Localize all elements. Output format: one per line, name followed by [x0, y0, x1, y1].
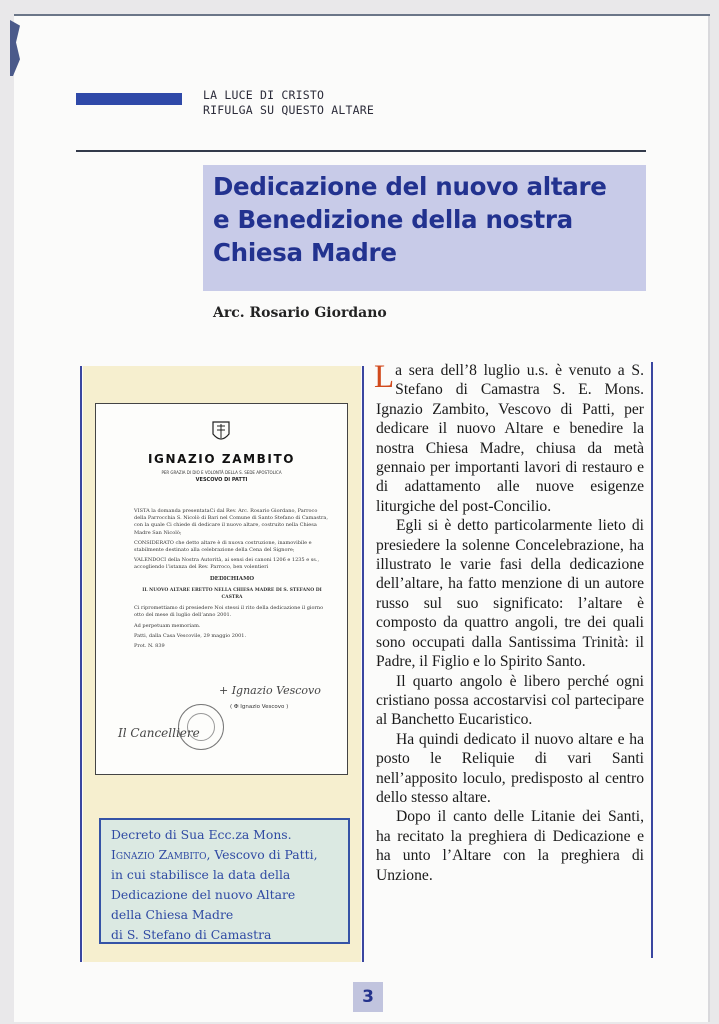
decree-para-1: VISTA la domanda presentataCi dal Rev. Arc. Rosario Giordano, Parroco della Parrocchia S. Nicolò di Bari nel Comune di Santo Stefano di Camastra, con la quale Ci chiede di dedicare il nuovo altare, costruito nella Chiesa Madre San Nicolò;	[134, 508, 328, 536]
decree-prot: Prot. N. 839	[134, 643, 165, 650]
decree-body	[134, 508, 330, 653]
kicker-line-2: RIFULGA SU QUESTO ALTARE	[203, 103, 374, 117]
page-number: 3	[353, 982, 383, 1012]
caption-line-6: di S. Stefano di Camastra	[111, 927, 272, 942]
title-line-1: Dedicazione del nuovo altare	[213, 172, 607, 201]
episcopal-crest-icon	[210, 420, 232, 446]
column-rule-right	[651, 362, 653, 958]
caption-line-1: Decreto di Sua Ecc.za Mons.	[111, 827, 292, 842]
bishop-signature-label: ( ✠ Ignazio Vescovo )	[230, 704, 289, 710]
decree-bishop-name: IGNAZIO ZAMBITO	[147, 452, 296, 466]
decree-para-5: Ad perpetuam memoriam.	[134, 622, 201, 629]
decree-see: VESCOVO DI PATTI	[195, 477, 248, 483]
section-kicker	[203, 88, 374, 118]
caption-line-2-rest: , Vescovo di Patti,	[206, 847, 318, 862]
caption-line-2	[111, 845, 346, 865]
paragraph-5: Dopo il canto delle Litanie dei Santi, ha recitato la preghiera di Dedicazione e ha unto l’Altare con la preghiera di Unzione.	[376, 808, 644, 884]
decree-dedichiamo: DEDICHIAMO	[209, 575, 255, 582]
header-rule	[76, 150, 646, 152]
column-rule-middle	[362, 366, 364, 962]
decree-para-4: Ci ripromettiamo di presiedere Noi stessi il rito della dedicazione il giorno otto del mese di luglio dell’anno 2001.	[134, 605, 324, 619]
drop-cap: L	[374, 359, 395, 395]
chancellor-signature: Il Cancelliere	[118, 726, 200, 740]
kicker-accent-bar	[76, 93, 182, 105]
caption-line-3: in cui stabilisce la data della	[111, 867, 291, 882]
image-caption-box	[99, 818, 350, 944]
decree-place-date: Patti, dalla Casa Vescovile, 29 maggio 2001.	[134, 632, 247, 639]
article-body	[376, 361, 644, 885]
decree-para-2: CONSIDERATO che detto altare è di nuova costruzione, inamovibile e stabilmente destinato alla celebrazione della Cena del Signore;	[134, 539, 312, 554]
decree-document-image	[95, 403, 348, 775]
caption-name: Ignazio Zambito	[111, 847, 207, 862]
column-rule-left	[80, 366, 82, 962]
article-author: Arc. Rosario Giordano	[213, 305, 387, 321]
decree-dedication: IL NUOVO ALTARE ERETTO NELLA CHIESA MADRE DI S. STEFANO DI CASTRA	[142, 587, 322, 601]
paragraph-1-text: a sera dell’8 luglio u.s. è venuto a S. Stefano di Camastra S. E. Mons. Ignazio Zambito, Vescovo di Patti, per dedicare il nuovo Altare e benedire la nostra Chiesa Madre, chiusa da metà gennaio per importanti lavori di restauro e di adattamento alle nuove esigenze liturgiche del post-Concilio.	[376, 362, 644, 515]
paragraph-4: Ha quindi dedicato il nuovo altare e ha posto le Reliquie di vari Santi nell’apposito loculo, predisposto al centro dello stesso altare.	[376, 730, 644, 806]
article-title	[213, 170, 643, 269]
decree-subtitle: PER GRAZIA DI DIO E VOLONTÀ DELLA S. SEDE APOSTOLICA	[161, 470, 282, 475]
paragraph-2: Egli si è detto particolarmente lieto di presiedere la solenne Concelebrazione, ha illustrato le varie fasi della dedicazione dell’altare, ha fatto menzione di un autore russo sul suo significato: l’altare è composto da quattro angoli, tre dei quali sono occupati dalla Santissima Trinità: il Padre, il Figlio e lo Spirito Santo.	[376, 517, 644, 671]
paragraph-3: Il quarto angolo è libero perché ogni cristiano possa accostarvisi col partecipare al Banchetto Eucaristico.	[376, 672, 644, 729]
image-caption	[111, 825, 346, 945]
kicker-line-1: LA LUCE DI CRISTO	[203, 88, 325, 102]
title-line-3: Chiesa Madre	[213, 238, 397, 267]
caption-line-4: Dedicazione del nuovo Altare	[111, 887, 296, 902]
bishop-signature: + Ignazio Vescovo	[219, 684, 321, 697]
paragraph-1	[376, 361, 644, 516]
decree-para-3: VALENDOCI della Nostra Autorità, ai sensi dei canoni 1206 e 1235 e ss., accogliendo l’istanza del Rev. Parroco, ben volentieri	[134, 557, 320, 571]
title-line-2: e Benedizione della nostra	[213, 205, 573, 234]
caption-line-5: della Chiesa Madre	[111, 907, 234, 922]
